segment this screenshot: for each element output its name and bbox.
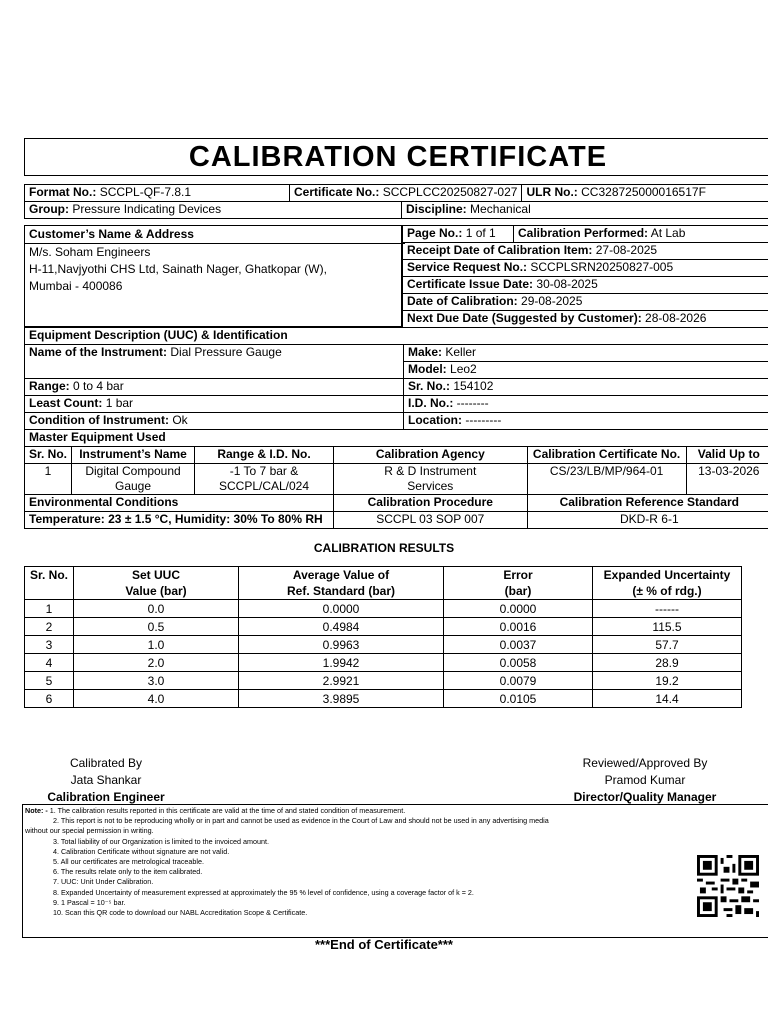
calibrated-by-label: Calibrated By xyxy=(69,756,143,770)
customer-box xyxy=(24,225,402,327)
master-agency-line2: Services xyxy=(407,479,454,493)
performed-label: Calibration Performed: xyxy=(518,226,649,240)
calibrated-by-role: Calibration Engineer xyxy=(47,790,165,804)
due-value: 28-08-2026 xyxy=(645,311,707,325)
result-set-value: 1.0 xyxy=(74,636,239,654)
note-10: 10. Scan this QR code to download our NABL Accreditation Scope & Certificate. xyxy=(53,908,308,918)
cert-label: Certificate No.: xyxy=(294,185,380,199)
master-header-valid: Valid Up to xyxy=(686,447,768,464)
master-agency-line1: R & D Instrument xyxy=(384,464,477,478)
performed-value: At Lab xyxy=(650,226,686,240)
group-table xyxy=(24,201,768,219)
location-label: Location: xyxy=(408,413,462,427)
srno-label: Sr. No.: xyxy=(408,379,451,393)
model-label: Model: xyxy=(408,362,447,376)
customer-address-line1: H-11,Navjyothi CHS Ltd, Sainath Nager, Ghatkopar (W), xyxy=(29,262,327,276)
result-uncertainty: 28.9 xyxy=(593,654,742,672)
result-set-value: 4.0 xyxy=(74,690,239,708)
condition-value: Ok xyxy=(172,413,188,427)
result-uncertainty: 57.7 xyxy=(593,636,742,654)
calibrated-by-block xyxy=(46,755,166,806)
range-value: 0 to 4 bar xyxy=(73,379,124,393)
issue-label: Certificate Issue Date: xyxy=(407,277,534,291)
srno-value: 154102 xyxy=(453,379,494,393)
result-avg-value: 0.4984 xyxy=(239,618,444,636)
customer-heading: Customer’s Name & Address xyxy=(25,226,405,244)
due-label: Next Due Date (Suggested by Customer): xyxy=(407,311,642,325)
master-cert: CS/23/LB/MP/964-01 xyxy=(527,464,686,495)
results-table xyxy=(24,566,742,708)
result-set-value: 0.0 xyxy=(74,600,239,618)
note-6: 6. The results relate only to the item calibrated. xyxy=(53,867,203,877)
result-uncertainty: 19.2 xyxy=(593,672,742,690)
note-3: 3. Total liability of our Organization is limited to the invoiced amount. xyxy=(53,836,270,846)
table-row xyxy=(25,690,742,708)
table-row xyxy=(25,618,742,636)
procedure-value: SCCPL 03 SOP 007 xyxy=(334,512,528,529)
approved-by-name: Pramod Kumar xyxy=(604,773,686,787)
id-label: I.D. No.: xyxy=(408,396,454,410)
least-count-value: 1 bar xyxy=(105,396,134,410)
table-row xyxy=(25,600,742,618)
result-sr: 3 xyxy=(25,636,74,654)
result-error: 0.0037 xyxy=(444,636,593,654)
approved-by-block xyxy=(560,755,730,806)
master-table xyxy=(24,429,768,529)
results-heading: CALIBRATION RESULTS xyxy=(313,541,455,555)
approved-by-label: Reviewed/Approved By xyxy=(582,756,708,770)
table-row xyxy=(25,672,742,690)
equipment-table xyxy=(24,327,768,430)
master-header-agency: Calibration Agency xyxy=(334,447,528,464)
result-sr: 5 xyxy=(25,672,74,690)
header-table xyxy=(24,184,768,202)
notes-box xyxy=(22,804,768,938)
result-sr: 1 xyxy=(25,600,74,618)
result-uncertainty: 14.4 xyxy=(593,690,742,708)
table-row xyxy=(25,636,742,654)
result-avg-value: 0.0000 xyxy=(239,600,444,618)
results-header-sr: Sr. No. xyxy=(25,567,74,600)
ulr-value: CC328725000016517F xyxy=(581,185,706,199)
result-error: 0.0058 xyxy=(444,654,593,672)
notes-label: Note: - xyxy=(25,806,48,815)
page-value: 1 of 1 xyxy=(465,226,496,240)
group-value: Pressure Indicating Devices xyxy=(72,202,222,216)
equipment-heading: Equipment Description (UUC) & Identification xyxy=(25,328,768,345)
instrument-label: Name of the Instrument: xyxy=(29,345,168,359)
make-value: Keller xyxy=(445,345,477,359)
master-range-line2: SCCPL/CAL/024 xyxy=(218,479,310,493)
note-5: 5. All our certificates are metrological traceable. xyxy=(53,857,205,867)
receipt-value: 27-08-2025 xyxy=(595,243,658,257)
customer-name: M/s. Soham Engineers xyxy=(29,245,151,259)
note-8: 8. Expanded Uncertainty of measurement expressed at approximately the 95 % level of confidence, using a coverage factor of k = 2. xyxy=(53,887,474,897)
results-header-error: Error (bar) xyxy=(444,567,593,600)
result-sr: 6 xyxy=(25,690,74,708)
note-1: 1. The calibration results reported in this certificate are valid at the time of and stated condition of measurement. xyxy=(49,806,406,815)
id-value: -------- xyxy=(456,396,489,410)
master-header-name: Instrument’s Name xyxy=(72,447,195,464)
reference-heading: Calibration Reference Standard xyxy=(527,495,768,512)
master-name-line2: Gauge xyxy=(115,479,152,493)
page-label: Page No.: xyxy=(407,226,463,240)
result-avg-value: 2.9921 xyxy=(239,672,444,690)
cert-value: SCCPLCC20250827-027 xyxy=(382,185,518,199)
master-header-cert: Calibration Certificate No. xyxy=(527,447,686,464)
reference-value: DKD-R 6-1 xyxy=(527,512,768,529)
env-heading: Environmental Conditions xyxy=(25,495,334,512)
approved-by-role: Director/Quality Manager xyxy=(573,790,717,804)
customer-address-line2: Mumbai - 400086 xyxy=(29,279,123,293)
env-value: Temperature: 23 ± 1.5 °C, Humidity: 30% To 80% RH xyxy=(25,512,334,529)
result-set-value: 3.0 xyxy=(74,672,239,690)
result-set-value: 2.0 xyxy=(74,654,239,672)
condition-label: Condition of Instrument: xyxy=(29,413,169,427)
srn-label: Service Request No.: xyxy=(407,260,528,274)
info-table xyxy=(402,225,768,328)
result-error: 0.0016 xyxy=(444,618,593,636)
qr-code-icon[interactable] xyxy=(697,855,759,917)
format-label: Format No.: xyxy=(29,185,97,199)
format-value: SCCPL-QF-7.8.1 xyxy=(99,185,192,199)
results-header-set: Set UUC Value (bar) xyxy=(74,567,239,600)
result-set-value: 0.5 xyxy=(74,618,239,636)
issue-value: 30-08-2025 xyxy=(536,277,598,291)
make-label: Make: xyxy=(408,345,443,359)
master-heading: Master Equipment Used xyxy=(25,430,768,447)
result-error: 0.0000 xyxy=(444,600,593,618)
group-label: Group: xyxy=(29,202,69,216)
result-sr: 2 xyxy=(25,618,74,636)
end-of-certificate: ***End of Certificate*** xyxy=(315,937,453,952)
certificate-title: CALIBRATION CERTIFICATE xyxy=(24,138,768,176)
instrument-value: Dial Pressure Gauge xyxy=(170,345,282,359)
master-range-line1: -1 To 7 bar & xyxy=(229,464,299,478)
note-2: 2. This report is not to be reproducing wholly or in part and cannot be used as evidence in the Court of Law and should not be used in any advertising media xyxy=(53,816,549,826)
master-sr: 1 xyxy=(25,464,72,495)
calibrated-by-name: Jata Shankar xyxy=(70,773,142,787)
date-value: 29-08-2025 xyxy=(521,294,583,308)
ulr-label: ULR No.: xyxy=(526,185,578,199)
results-header-avg: Average Value of Ref. Standard (bar) xyxy=(239,567,444,600)
master-name-line1: Digital Compound xyxy=(85,464,181,478)
master-valid: 13-03-2026 xyxy=(686,464,768,495)
srn-value: SCCPLSRN20250827-005 xyxy=(530,260,674,274)
result-sr: 4 xyxy=(25,654,74,672)
model-value: Leo2 xyxy=(450,362,477,376)
master-header-range: Range & I.D. No. xyxy=(195,447,334,464)
result-uncertainty: 115.5 xyxy=(593,618,742,636)
table-row xyxy=(25,654,742,672)
procedure-heading: Calibration Procedure xyxy=(334,495,528,512)
results-header-uncertainty: Expanded Uncertainty (± % of rdg.) xyxy=(593,567,742,600)
master-header-sr: Sr. No. xyxy=(25,447,72,464)
note-9: 9. 1 Pascal = 10⁻⁵ bar. xyxy=(53,897,126,907)
discipline-value: Mechanical xyxy=(470,202,531,216)
range-label: Range: xyxy=(29,379,70,393)
result-avg-value: 1.9942 xyxy=(239,654,444,672)
note-2-cont: without our special permission in writing. xyxy=(25,826,154,836)
note-4: 4. Calibration Certificate without signature are not valid. xyxy=(53,846,230,856)
discipline-label: Discipline: xyxy=(406,202,467,216)
result-avg-value: 0.9963 xyxy=(239,636,444,654)
location-value: --------- xyxy=(465,413,502,427)
result-error: 0.0105 xyxy=(444,690,593,708)
least-count-label: Least Count: xyxy=(29,396,103,410)
result-error: 0.0079 xyxy=(444,672,593,690)
result-uncertainty: ------ xyxy=(593,600,742,618)
note-7: 7. UUC: Unit Under Calibration. xyxy=(53,877,154,887)
date-label: Date of Calibration: xyxy=(407,294,518,308)
result-avg-value: 3.9895 xyxy=(239,690,444,708)
receipt-label: Receipt Date of Calibration Item: xyxy=(407,243,593,257)
